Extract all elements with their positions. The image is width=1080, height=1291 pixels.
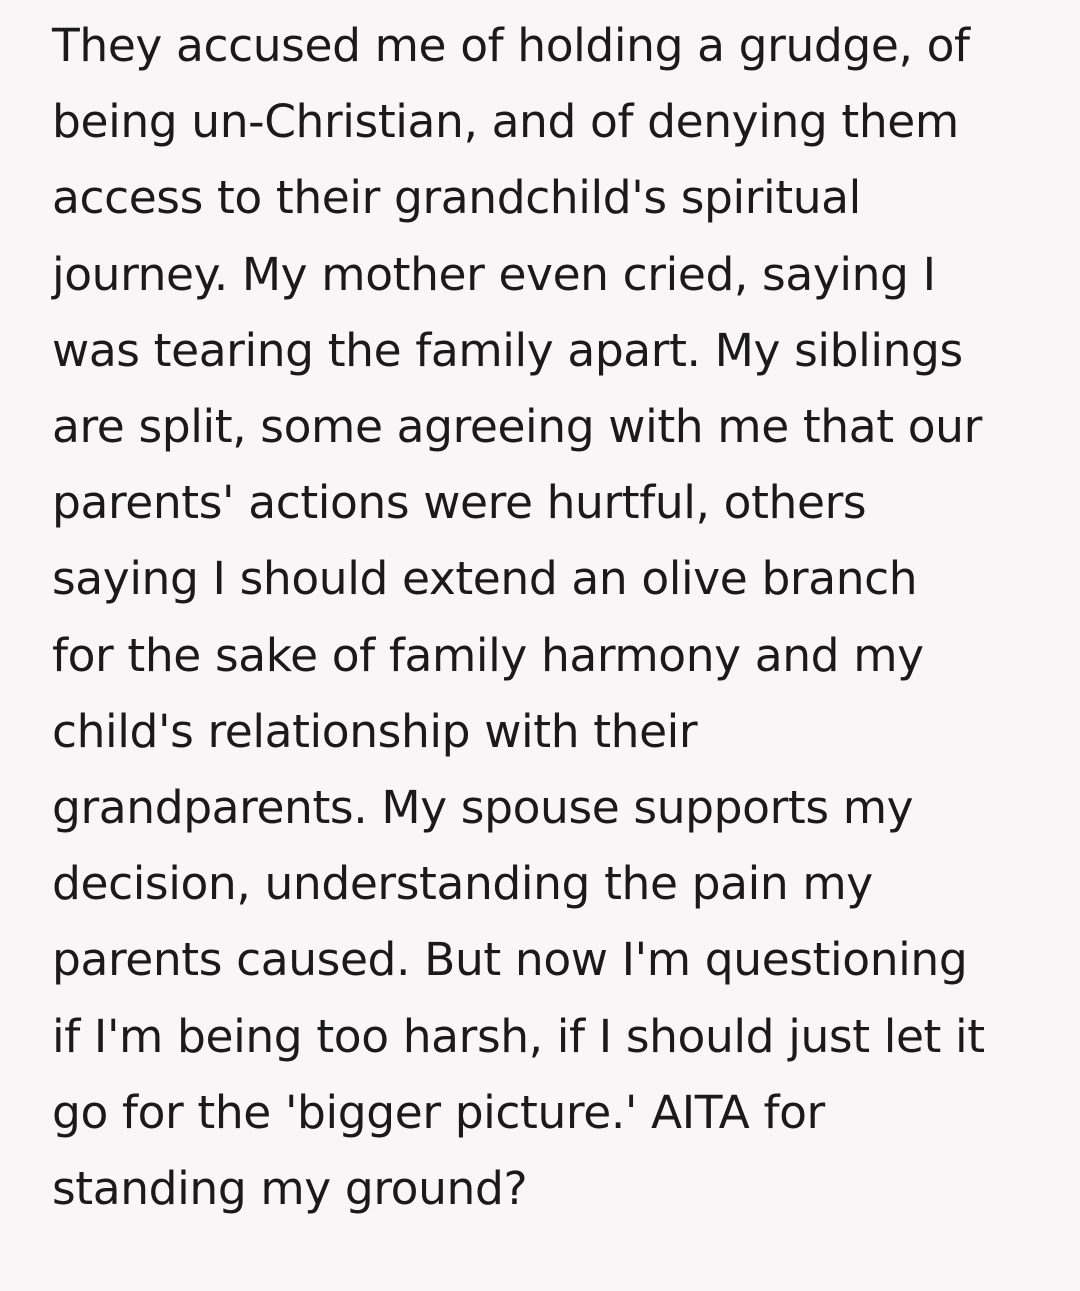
post-body-line: decision, understanding the pain my: [52, 857, 873, 911]
post-body-line: was tearing the family apart. My siblings: [52, 323, 963, 377]
post-body-line: journey. My mother even cried, saying I: [52, 247, 936, 301]
post-body-line: are split, some agreeing with me that our: [52, 400, 982, 454]
post-body-line: parents' actions were hurtful, others: [52, 476, 867, 530]
post-body-line: go for the 'bigger picture.' AITA for: [52, 1085, 825, 1139]
post-body-line: standing my ground?: [52, 1162, 528, 1216]
post-body-line: saying I should extend an olive branch: [52, 552, 918, 606]
post-body-line: grandparents. My spouse supports my: [52, 781, 914, 835]
post-body-line: access to their grandchild's spiritual: [52, 171, 861, 225]
post-body-line: parents caused. But now I'm questioning: [52, 933, 968, 987]
post-body-line: child's relationship with their: [52, 704, 698, 758]
post-body-line: being un-Christian, and of denying them: [52, 95, 959, 149]
post-body-line: for the sake of family harmony and my: [52, 628, 924, 682]
post-body-line: They accused me of holding a grudge, of: [52, 19, 970, 72]
post-body-line: if I'm being too harsh, if I should just let it: [52, 1009, 985, 1063]
post-body-text: [52, 8, 1042, 1227]
